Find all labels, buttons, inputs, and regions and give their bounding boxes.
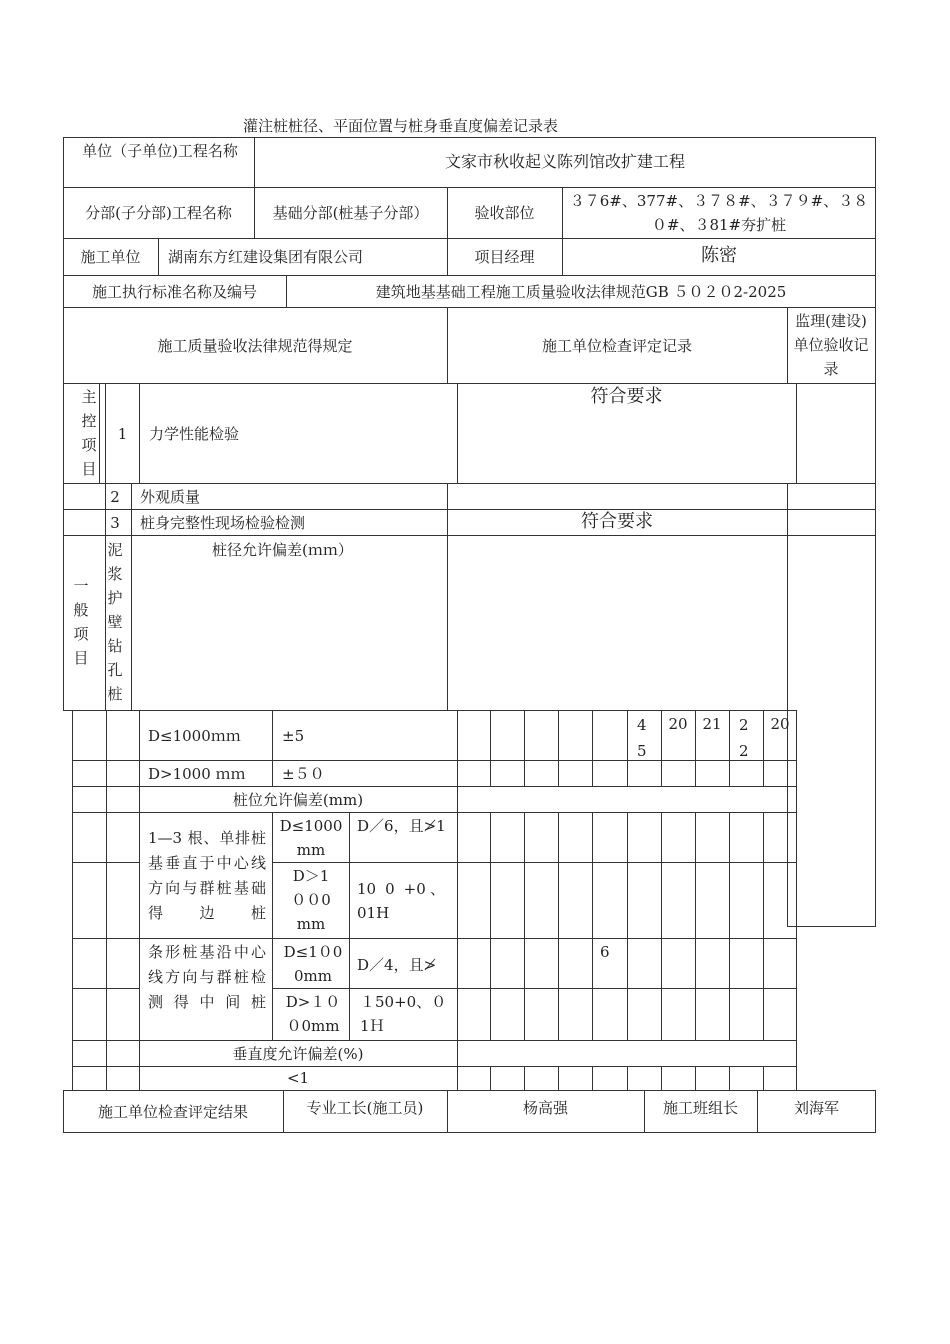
d2-tol: ±５０ xyxy=(282,765,325,783)
item-2-no: 2 xyxy=(110,488,120,506)
standard-label: 施工执行标准名称及编号 xyxy=(91,283,257,301)
group2-name: 条形桩基沿中心线方向与群桩检测得中间桩 xyxy=(148,943,266,1011)
sub-value: 基础分部(桩基子分部） xyxy=(272,204,429,222)
col-spec-header: 施工质量验收法律规范得规定 xyxy=(157,337,353,355)
standard-value: 建筑地基基础工程施工质量验收法律规范GB ５０２０2-2025 xyxy=(375,283,787,301)
g2b-cond: D>１００0mm xyxy=(285,993,341,1035)
g1a-cond: D≤1000 mm xyxy=(279,817,343,859)
pm-label: 项目经理 xyxy=(474,248,535,266)
leader-value: 刘海军 xyxy=(793,1099,839,1117)
vertical-title: 垂直度允许偏差(%) xyxy=(232,1045,364,1063)
item-3-no: 3 xyxy=(110,514,120,532)
d1-cond: D≤1000ｍｍ xyxy=(148,727,241,745)
g1b-tol: 10 0 +0、01H xyxy=(357,880,445,922)
g1a-tol: D／6，且≯1 xyxy=(357,817,446,835)
pm-value: 陈密 xyxy=(701,245,737,266)
d1-value-4: 22 xyxy=(739,716,749,760)
col-record-header: 施工单位检查评定记录 xyxy=(541,337,692,355)
diameter-title: 桩径允许偏差(ｍｍ） xyxy=(212,541,353,559)
col-supervisor-header: 监理(建设)单位验收记录 xyxy=(793,312,869,378)
inspect-label: 验收部位 xyxy=(474,204,535,222)
d1-tol: ±5 xyxy=(282,727,305,745)
general-label: 一般项目 xyxy=(73,577,89,667)
g2a-tol: D／4，且≯ xyxy=(357,956,437,974)
general-sublabel: 泥浆护壁钻孔桩 xyxy=(107,541,123,703)
g2b-tol: １50+0、０1Ｈ xyxy=(360,993,447,1035)
foreman-label: 专业工长(施工员) xyxy=(306,1099,424,1117)
d1-value-2: 20 xyxy=(668,715,688,733)
contractor-value: 湖南东方红建设集团有限公司 xyxy=(168,248,364,266)
d2-cond: D>1000 ｍｍ xyxy=(148,765,246,783)
item-3-name: 桩身完整性现场检验检测 xyxy=(140,514,306,532)
contractor-label: 施工单位 xyxy=(80,248,141,266)
item-1-result: 符合要求 xyxy=(590,386,663,407)
d1-value-3: 21 xyxy=(702,715,722,733)
position-title: 桩位允许偏差(mm) xyxy=(232,791,364,809)
d1-value-5: 20 xyxy=(770,715,790,733)
g2a-cond: D≤1０00mm xyxy=(283,943,343,985)
item-1-no: 1 xyxy=(117,425,128,443)
sub-label: 分部(子分部)工程名称 xyxy=(85,204,232,222)
d1-value-1: 45 xyxy=(637,716,647,760)
unit-value: 文家市秋收起义陈列馆改扩建工程 xyxy=(444,152,685,171)
inspect-value: ３７6#、377#、３７８#、３７９#、３８０#、３81#夯扩桩 xyxy=(569,192,869,234)
item-1-name: 力学性能检验 xyxy=(149,425,240,443)
page-title: 灌注桩桩径、平面位置与桩身垂直度偏差记录表 xyxy=(243,117,559,135)
item-3-result: 符合要求 xyxy=(581,511,653,532)
item-2-name: 外观质量 xyxy=(140,488,201,506)
foreman-value: 杨高强 xyxy=(522,1099,568,1117)
main-control-label: 主控项目 xyxy=(81,388,97,478)
unit-label: 单位（子单位)工程名称 xyxy=(82,142,238,160)
g2a-value: 6 xyxy=(600,943,610,961)
g1b-cond: D＞1００0mm xyxy=(291,867,331,933)
leader-label: 施工班组长 xyxy=(662,1099,738,1117)
group1-name: 1—3 根、单排桩基垂直于中心线方向与群桩基础得边桩 xyxy=(148,829,266,922)
result-label: 施工单位检查评定结果 xyxy=(97,1103,248,1121)
vertical-tol: <1 xyxy=(286,1069,310,1087)
